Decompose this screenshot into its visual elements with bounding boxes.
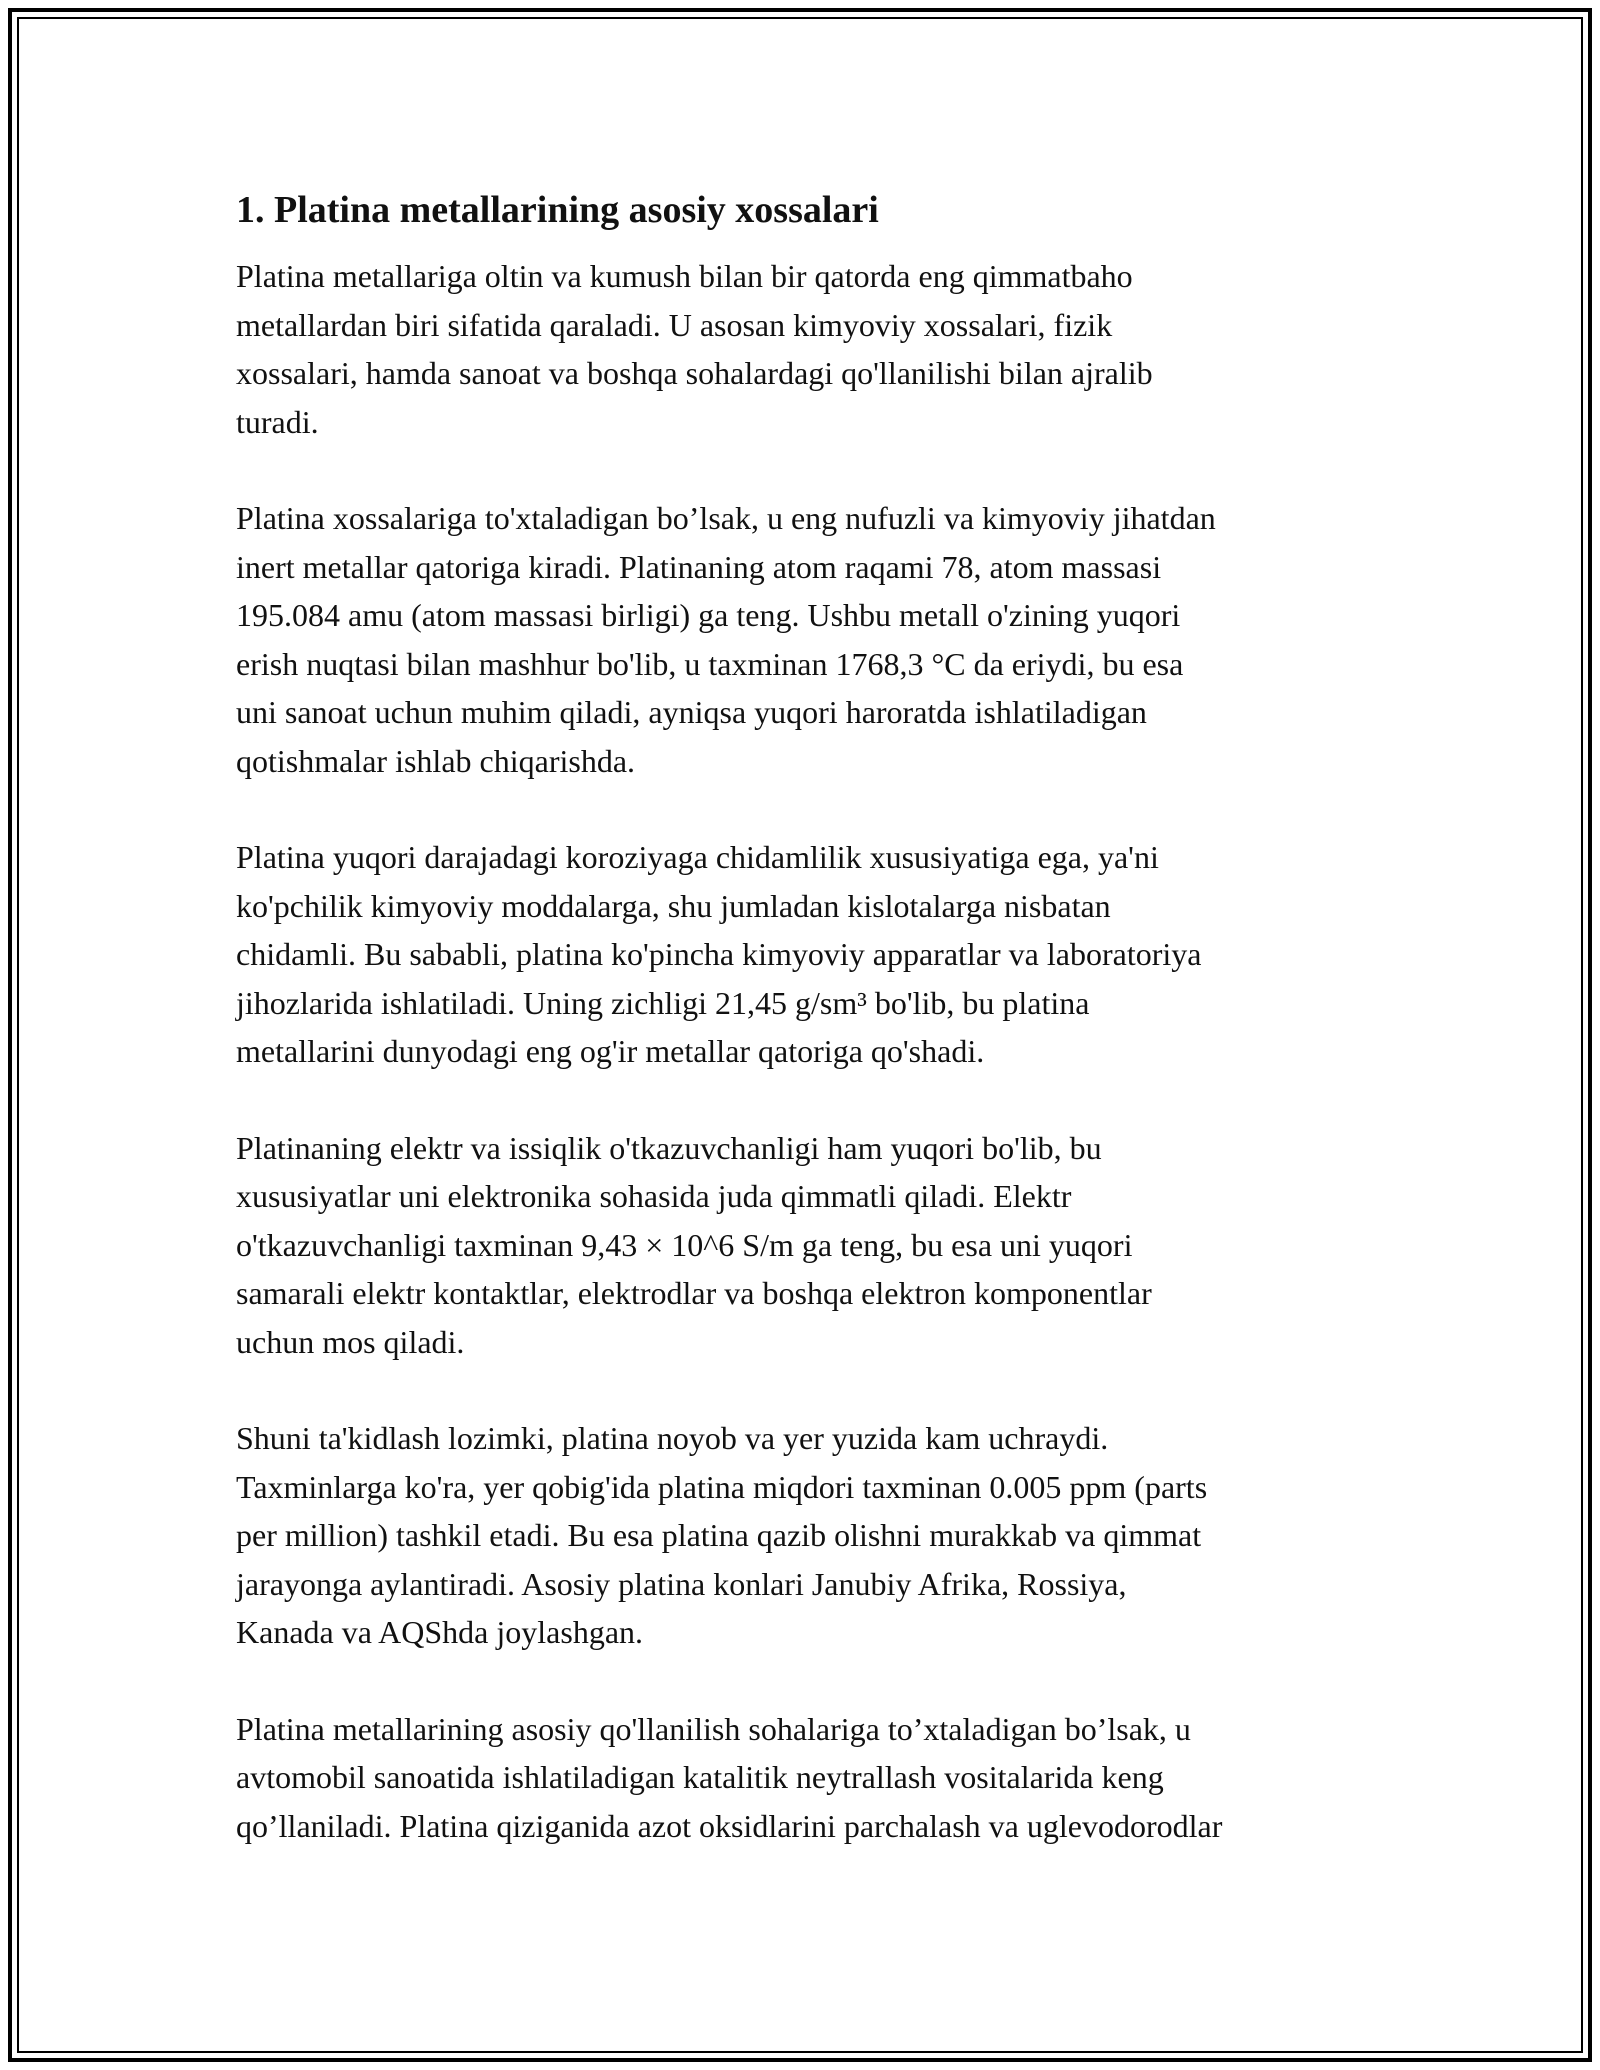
paragraph-intro: Platina metallariga oltin va kumush bilan bir qatorda eng qimmatbaho metallardan biri sifatida qaraladi. U asosan kimyoviy xossalari, fizik xossalari, hamda sanoat va boshqa sohalardagi qo'llanilishi bilan ajralib turadi. (236, 258, 1153, 440)
section-heading: 1. Platina metallarining asosiy xossalari (236, 189, 879, 231)
paragraph-atomic-properties: Platina xossalariga to'xtaladigan bo’lsak, u eng nufuzli va kimyoviy jihatdan inert metallar qatoriga kiradi. Platinaning atom raqami 78, atom massasi 195.084 amu (atom massasi birligi) ga teng. Ushbu metall o'zining yuqori erish nuqtasi bilan mashhur bo'lib, u taxminan 1768,3 °C da eriydi, bu esa uni sanoat uchun muhim qiladi, ayniqsa yuqori haroratda ishlatiladigan qotishmalar ishlab chiqarishda. (236, 500, 1216, 779)
paragraph-applications: Platina metallarining asosiy qo'llanilish sohalariga to’xtaladigan bo’lsak, u avtomobil sanoatida ishlatiladigan katalitik neytrallash vositalarida keng qo’llaniladi. Platina qiziganida azot oksidlarini parchalash va uglevodorodlar (236, 1710, 1223, 1844)
document-body (236, 186, 1376, 1898)
paragraph-rarity: Shuni ta'kidlash lozimki, platina noyob va yer yuzida kam uchraydi. Taxminlarga ko'ra, yer qobig'ida platina miqdori taxminan 0.005 ppm (parts per million) tashkil etadi. Bu esa platina qazib olishni murakkab va qimmat jarayonga aylantiradi. Asosiy platina konlari Janubiy Afrika, Rossiya, Kanada va AQShda joylashgan. (236, 1420, 1208, 1650)
paragraph-corrosion-resistance: Platina yuqori darajadagi koroziyaga chidamlilik xususiyatiga ega, ya'ni ko'pchilik kimyoviy moddalarga, shu jumladan kislotalarga nisbatan chidamli. Bu sababli, platina ko'pincha kimyoviy apparatlar va laboratoriya jihozlarida ishlatiladi. Uning zichligi 21,45 g/sm³ bo'lib, bu platina metallarini dunyodagi eng og'ir metallar qatoriga qo'shadi. (236, 839, 1202, 1069)
paragraph-conductivity: Platinaning elektr va issiqlik o'tkazuvchanligi ham yuqori bo'lib, bu xususiyatlar uni elektronika sohasida juda qimmatli qiladi. Elektr o'tkazuvchanligi taxminan 9,43 × 10^6 S/m ga teng, bu esa uni yuqori samarali elektr kontaktlar, elektrodlar va boshqa elektron komponentlar uchun mos qiladi. (236, 1129, 1152, 1360)
